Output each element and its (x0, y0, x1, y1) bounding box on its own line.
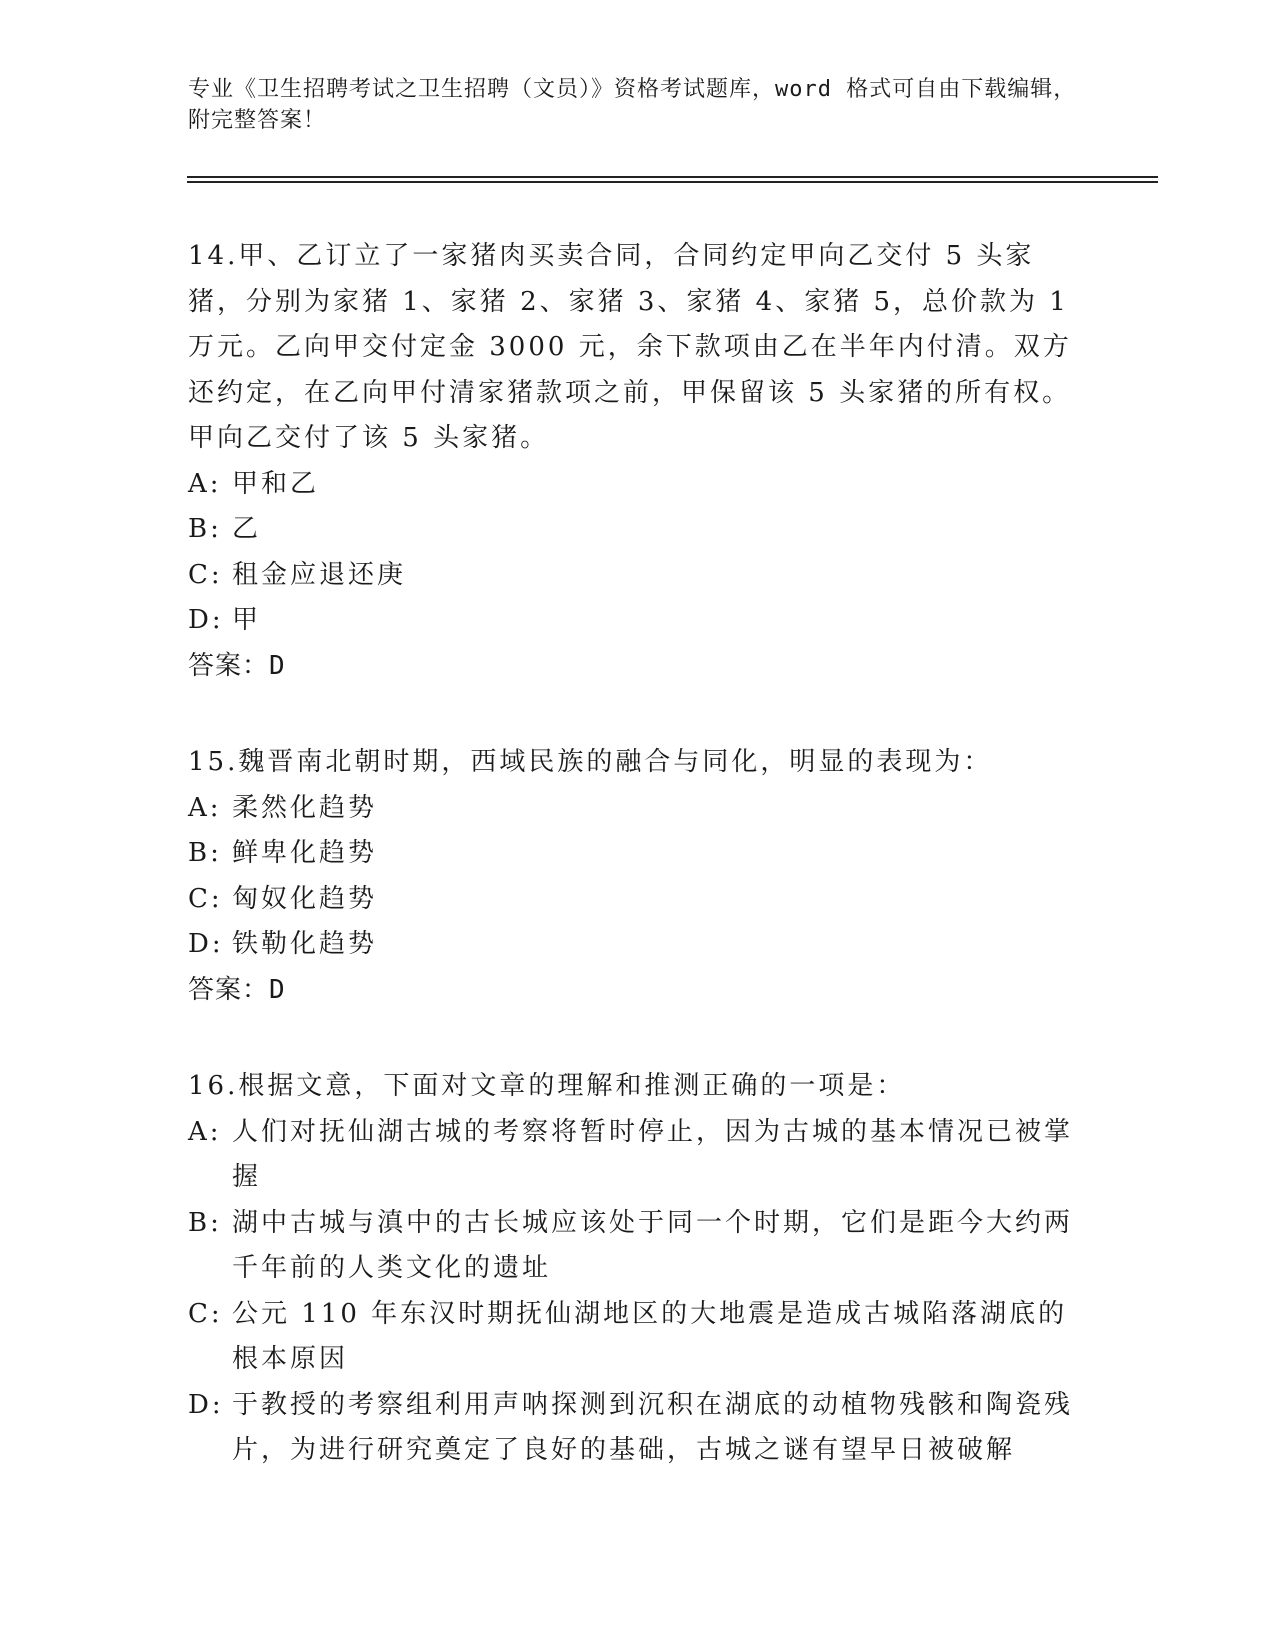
option-text: 匈奴化趋势 (232, 883, 378, 914)
option-label: D: (188, 1389, 224, 1420)
header-divider-top (187, 176, 1158, 178)
option-c (188, 553, 1078, 599)
option-text: 湖中古城与滇中的古长城应该处于同一个时期，它们是距今大约两千年前的人类文化的遗址 (232, 1207, 1074, 1283)
option-d (188, 922, 1078, 968)
option-text: 鲜卑化趋势 (232, 838, 378, 868)
option-label: A: (188, 792, 222, 823)
option-label: C: (188, 883, 223, 914)
question-15 (188, 740, 1078, 1013)
option-label: D: (188, 929, 224, 959)
option-c (188, 877, 1078, 923)
answer-line: 答案：D (188, 650, 286, 681)
option-label: A: (188, 1116, 222, 1147)
question-text: 15.魏晋南北朝时期，西域民族的融合与同化，明显的表现为： (188, 747, 993, 777)
option-b (188, 1201, 1078, 1292)
option-text: 人们对抚仙湖古城的考察将暂时停止，因为古城的基本情况已被掌握 (232, 1116, 1074, 1192)
option-b (188, 507, 1078, 553)
option-d (188, 598, 1078, 644)
option-text: 于教授的考察组利用声呐探测到沉积在湖底的动植物残骸和陶瓷残片，为进行研究奠定了良好的基础，古城之谜有望早日被破解 (232, 1389, 1074, 1465)
question-16 (188, 1064, 1078, 1474)
header-divider-bottom (187, 181, 1158, 183)
document-header: 专业《卫生招聘考试之卫生招聘（文员）》资格考试题库，word 格式可自由下载编辑，附完整答案！ (188, 77, 1077, 133)
option-label: B: (188, 514, 222, 544)
option-d (188, 1383, 1078, 1474)
option-text: 乙 (232, 514, 262, 544)
option-text: 柔然化趋势 (232, 792, 378, 823)
question-text: 14.甲、乙订立了一家猪肉买卖合同，合同约定甲向乙交付 5 头家猪，分别为家猪 1、家猪 2、家猪 3、家猪 4、家猪 5，总价款为 1 万元。乙向甲交付定金 3000 元，余下款项由乙在半年内付清。双方还约定，在乙向甲付清家猪款项之前，甲保留该 5 头家猪的所有权。甲向乙交付了该 5 头家猪。 (188, 241, 1081, 453)
option-a (188, 1110, 1078, 1201)
option-a (188, 462, 1078, 508)
question-list (188, 234, 1081, 1525)
option-label: B: (188, 838, 222, 868)
option-label: A: (188, 468, 222, 499)
option-b (188, 831, 1078, 877)
option-label: D: (188, 605, 224, 635)
option-text: 甲 (232, 605, 262, 635)
option-c (188, 1292, 1078, 1383)
question-14 (188, 234, 1081, 689)
question-text: 16.根据文意，下面对文章的理解和推测正确的一项是： (188, 1071, 906, 1101)
option-text: 甲和乙 (232, 468, 320, 499)
option-text: 公元 110 年东汉时期抚仙湖地区的大地震是造成古城陷落湖底的根本原因 (232, 1298, 1068, 1374)
option-a (188, 786, 1078, 832)
option-label: C: (188, 1298, 223, 1329)
option-text: 租金应退还庚 (232, 559, 407, 590)
answer-line: 答案：D (188, 974, 286, 1005)
option-label: B: (188, 1207, 222, 1238)
option-label: C: (188, 559, 223, 590)
option-text: 铁勒化趋势 (232, 929, 378, 959)
